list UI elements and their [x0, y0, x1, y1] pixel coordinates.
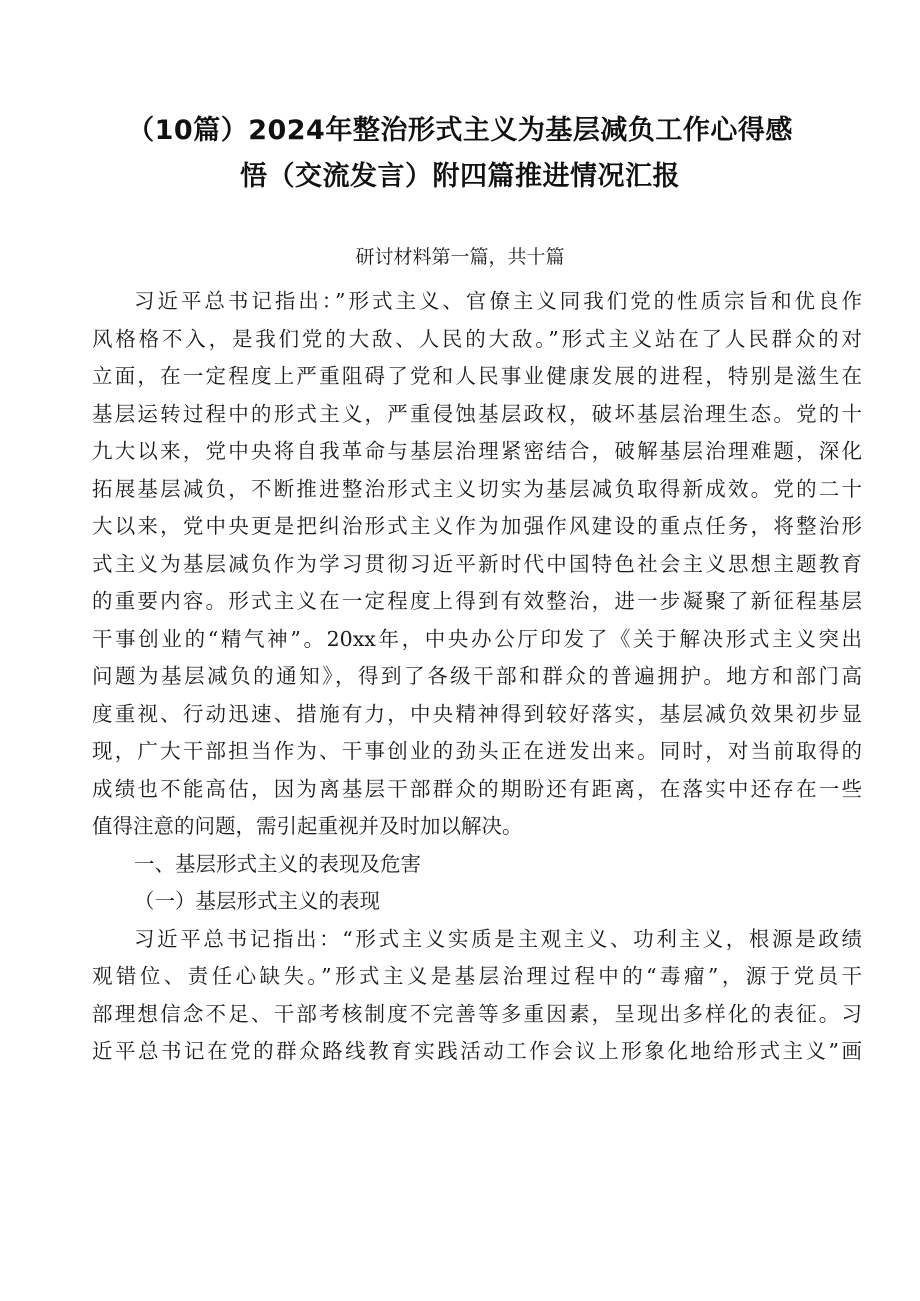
- paragraph-1-line: 立面，在一定程度上严重阻碍了党和人民事业健康发展的进程，特别是滋生在: [92, 364, 862, 388]
- subsection-heading-1: （一）基层形式主义的表现: [134, 889, 380, 913]
- paragraph-1-line: 成绩也不能高估，因为离基层干部群众的期盼还有距离，在落实中还存在一些: [92, 776, 862, 801]
- paragraph-2-line: 部理想信念不足、干部考核制度不完善等多重因素，呈现出多样化的表征。习: [92, 1001, 862, 1026]
- paragraph-1-line: 习近平总书记指出：”形式主义、官僚主义同我们党的性质宗旨和优良作: [134, 289, 862, 313]
- title-line-2: 悟（交流发言）附四篇推进情况汇报: [240, 161, 680, 193]
- paragraph-1-line: 度重视、行动迅速、措施有力，中央精神得到较好落实，基层减负效果初步显: [92, 701, 862, 726]
- paragraph-1-line: 拓展基层减负，不断推进整治形式主义切实为基层减负取得新成效。党的二十: [92, 476, 862, 501]
- document-body: [92, 283, 862, 1071]
- paragraph-1-line: 式主义为基层减负作为学习贯彻习近平新时代中国特色社会主义思想主题教育: [92, 551, 862, 576]
- paragraph-2-line: 近平总书记在党的群众路线教育实践活动工作会议上形象化地给形式主义”画: [92, 1039, 862, 1063]
- paragraph-1-line: 问题为基层减负的通知》，得到了各级干部和群众的普遍拥护。地方和部门高: [92, 664, 862, 688]
- paragraph-1-line: 的重要内容。形式主义在一定程度上得到有效整治，进一步凝聚了新征程基层: [92, 589, 862, 613]
- paragraph-1-line: 风格格不入，是我们党的大敌、人民的大敌。”形式主义站在了人民群众的对: [92, 326, 862, 351]
- paragraph-1-line: 现，广大干部担当作为、干事创业的劲头正在迸发出来。同时，对当前取得的: [92, 739, 862, 763]
- paragraph-2-line: 习近平总书记指出：“形式主义实质是主观主义、功利主义，根源是政绩: [134, 926, 862, 951]
- paragraph-1-line: 大以来，党中央更是把纠治形式主义作为加强作风建设的重点任务，将整治形: [92, 514, 862, 538]
- document-title: [80, 108, 840, 200]
- paragraph-1-line: 值得注意的问题，需引起重视并及时加以解决。: [92, 814, 523, 838]
- paragraph-2-line: 观错位、责任心缺失。”形式主义是基层治理过程中的“毒瘤”，源于党员干: [92, 964, 862, 988]
- paragraph-1-line: 九大以来，党中央将自我革命与基层治理紧密结合，破解基层治理难题，深化: [92, 439, 862, 463]
- paragraph-1-line: 基层运转过程中的形式主义，严重侵蚀基层政权，破坏基层治理生态。党的十: [92, 401, 862, 426]
- title-line-1: （10篇）2024年整治形式主义为基层减负工作心得感: [127, 115, 793, 147]
- section-heading-1: 一、基层形式主义的表现及危害: [134, 851, 421, 876]
- document-subtitle: 研讨材料第一篇，共十篇: [355, 246, 565, 268]
- paragraph-1-line: 干事创业的“精气神”。20xx年，中央办公厅印发了《关于解决形式主义突出: [92, 626, 862, 651]
